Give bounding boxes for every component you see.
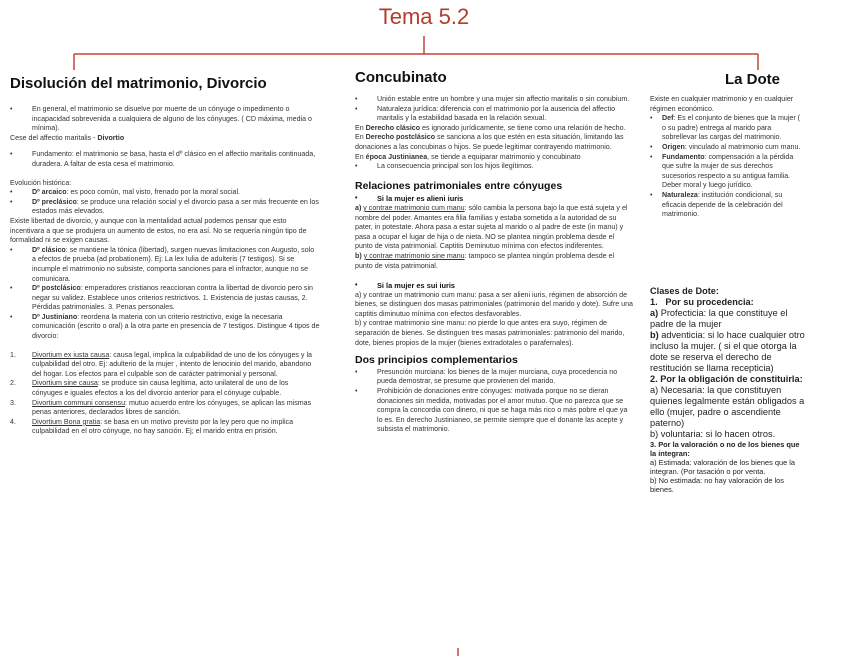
concubinato-postclasico: En Derecho postclásico se sanciona a los que estén en esta situación, limitando las donaciones a las concubinas o hijos. Se puede legitimar contrayendo matrimonio. — [355, 133, 624, 151]
libertad-text: Existe libertad de divorcio, y aunque con la mentalidad actual podemos pensar que esto incentivara a que se produjera un aumento de estos, no era así. No se requería ningún tipo de formalidad ni se exigen causas. — [10, 216, 307, 245]
clases-dote — [650, 286, 806, 494]
evo-arcaico: • Dº arcaico: es poco común, mal visto, frenado por la moral social. — [10, 188, 320, 198]
evolucion-label: Evolución histórica: — [10, 178, 72, 187]
concubinato-clasico: En Derecho clásico es ignorado jurídicamente, se tiene como una relación de hecho. — [355, 123, 626, 132]
divortium-1: 1. Divortium ex iusta causa: causa legal, implica la culpabilidad de uno de los cónyuges y la culpabilidad del otro. Ej: adulterio de la mujer , intento de lenocinio del marido, abandono del hogar. Los efectos para el culpable son de carácter patrimonial y personal. — [10, 350, 312, 378]
evo-preclasico: • Dº preclásico: se produce una relación social y el divorcio pasa a ser más frecuente en los estados más elevados. — [10, 198, 320, 217]
evo-clasico: • Dº clásico: se mantiene la tónica (libertad), surgen nuevas limitaciones con Augusto, solo a efectos de prueba (ad probationem). Ej: La lex Iulia de adulteris (7 testigos). Si se incumple el matrimonio no subsiste, comporta sanciones para el infractor, aunque no se comunicara. — [10, 246, 320, 284]
concubinato-column — [355, 95, 633, 435]
clase-3a: a) Estimada: valoración de los bienes que la integran. (Por tasación o por venta. — [650, 458, 796, 476]
dote-fundamento: • Fundamento: compensación a la pérdida que sufre la mujer de sus derechos sucesorios respecto a su antigua familia. Deber moral y luego jurídico. — [650, 153, 802, 191]
concubinato-justiniano: En época Justinianea, se tiende a equiparar matrimonio y concubinato — [355, 152, 581, 161]
sui-iuris-label: • Si la mujer es sui iuris — [355, 281, 633, 291]
alieni-iuris-label: • Si la mujer es alieni iuris — [355, 194, 633, 204]
dote-def: • Def: Es el conjunto de bienes que la mujer ( o su padre) entrega al marido para sobrellevar las cargas del matrimonio. — [650, 114, 802, 143]
clase-3: 3. Por la valoración o no de los bienes que la integran: — [650, 440, 800, 458]
divortium-2: 2. Divortium sine causa: se produce sin causa legítima, acto unilateral de uno de los cónyuges e iguales efectos a los del divorcio anterior para el cónyuge culpable. — [10, 379, 289, 398]
divorcio-intro: • En general, el matrimonio se disuelve por muerte de un cónyuge o impedimento o incapacidad sobrevenida a cualquiera de alguno de los cónyuges. ( CD máxima, media o mínima). — [10, 105, 320, 134]
clase-2: 2. Por la obligación de constituirla: — [650, 374, 803, 384]
concubinato-b3: • La consecuencia principal son los hijos ilegítimos. — [355, 162, 633, 172]
principio-1: • Presunción murciana: los bienes de la mujer murciana, cuya procedencia no pueda demostrar, se presume que provienen del marido. — [355, 368, 633, 387]
divortium-4: 4. Divortium Bona gratia: se basa en un motivo previsto por la ley pero que no implica culpabilidad en el otro cónyuge, no hay sanción. Ej; el marido entra en prisión. — [10, 417, 294, 436]
sui-a: a) y contrae un matrimonio cum manu: pasa a ser alieni iuris, régimen de absorción de bienes, se distinguen dos masas patrimoniales (patrimonio del marido y dote). Sufre una captitis diminutuo mínima con efectos desfavorables. — [355, 290, 633, 318]
relaciones-heading: Relaciones patrimoniales entre cónyuges — [355, 179, 563, 192]
divorcio-cese: Cese del affectio maritalis - Divortio — [10, 133, 125, 142]
principios-heading: Dos principios complementarios — [355, 354, 518, 367]
divorcio-fundamento: • Fundamento: el matrimonio se basa, hasta el dº clásico en el affectio maritalis continuada, duradera. A faltar de esta cesa el matrimonio. — [10, 150, 320, 169]
dote-column — [650, 95, 802, 220]
concubinato-heading: Concubinato — [355, 69, 447, 86]
evo-justiniano: • Dº Justiniano: reordena la materia con un criterio restrictivo, exige la necesaria comunicación (escrito o oral) a la otra parte en presencia de 7 testigos. Distingue 4 tipos de divorcio: — [10, 313, 320, 342]
clases-heading: Clases de Dote: — [650, 286, 719, 296]
clase-2b: b) voluntaria: si lo hacen otros. — [650, 429, 776, 439]
dote-origen: • Origen: vinculado al matrimonio cum manu. — [650, 143, 802, 153]
dote-intro: Existe en cualquier matrimonio y en cualquier régimen económico. — [650, 95, 794, 113]
alieni-b: b) y contrae matrimonio sine manu: tampoco se plantea ningún problema desde el punto de vista patrimonial. — [355, 251, 615, 270]
concubinato-b1: • Unión estable entre un hombre y una mujer sin affectio maritalis o sin conubium. — [355, 95, 633, 105]
clase-2a: a) Necesaria: la que constituyen quienes legalmente están obligados a ello (mujer, padre o ascendiente paterno) — [650, 385, 805, 428]
divorcio-column — [10, 105, 320, 437]
clase-3b: b) No estimada: no hay valoración de los bienes. — [650, 476, 784, 494]
dote-naturaleza: • Naturaleza: institución condicional, su eficacia depende de la celebración del matrimonio. — [650, 191, 802, 220]
alieni-a: a) y contrae matrimonio cum manu: sólo cambia la persona bajo la que está sujeta y el nombre del poder. Amantes era filia familias y estaba sometida a la autoridad de su pater, in potestate. Ahora pasa a estar sujeta al marido o al padre de este (in manu) y pasa a ocupar el lugar de hija o de nieta. NO se plantea ningún problema desde el punto de vista patrimonial. Captitis Deminutuo mínima con efectos indiferentes. — [355, 203, 628, 251]
divortium-3: 3. Divortium communi consensu: mutuo acuerdo entre los cónyuges, se aplican las mismas penas anteriores, declarados libres de sanción. — [10, 398, 312, 417]
clase-1b: b) adventicia: si lo hace cualquier otro incluso la mujer. ( si el que otorga la dote se reserva el derecho de restitución se llama recepticia) — [650, 330, 805, 373]
principio-2: • Prohibición de donaciones entre cónyuges: motivada porque no se dieran donaciones sin medida, motivadas por el amor mutuo. Que no parezca que se compra la concordia con dinero, ni que se haga más rico o más pobre el que ya lo es. En derecho Justinianeo, se permite siempre que el donante las acepte y subsista el matrimonio. — [355, 387, 633, 435]
page-title: Tema 5.2 — [378, 4, 470, 29]
divorcio-heading: Disolución del matrimonio, Divorcio — [10, 75, 267, 92]
concubinato-b2: • Naturaleza jurídica: diferencia con el matrimonio por la ausencia del affectio maritalis y la estabilidad basada en la relación sexual. — [355, 105, 633, 124]
dote-heading: La Dote — [725, 71, 781, 88]
clase-1: 1. Por su procedencia: — [650, 297, 754, 307]
sui-b: b) y contrae matrimonio sine manu: no pierde lo que antes era suyo, régimen de separación de bienes. Se distinguen tres masas patrimoniales: patrimonio del marido, dote, bienes propios de la mujer (bienes extradotales o parafernales). — [355, 319, 625, 347]
clase-1a: a) Profecticia: la que constituye el padre de la mujer — [650, 308, 788, 329]
evo-postclasico: • Dº postclásico: emperadores cristianos reaccionan contra la libertad de divorcio pero sin negar su validez. Establece unos criterios restrictivos. 1. Existencia de justas causas, 2. Pérdidas patrimoniales. 3. Penas personales. — [10, 284, 320, 313]
